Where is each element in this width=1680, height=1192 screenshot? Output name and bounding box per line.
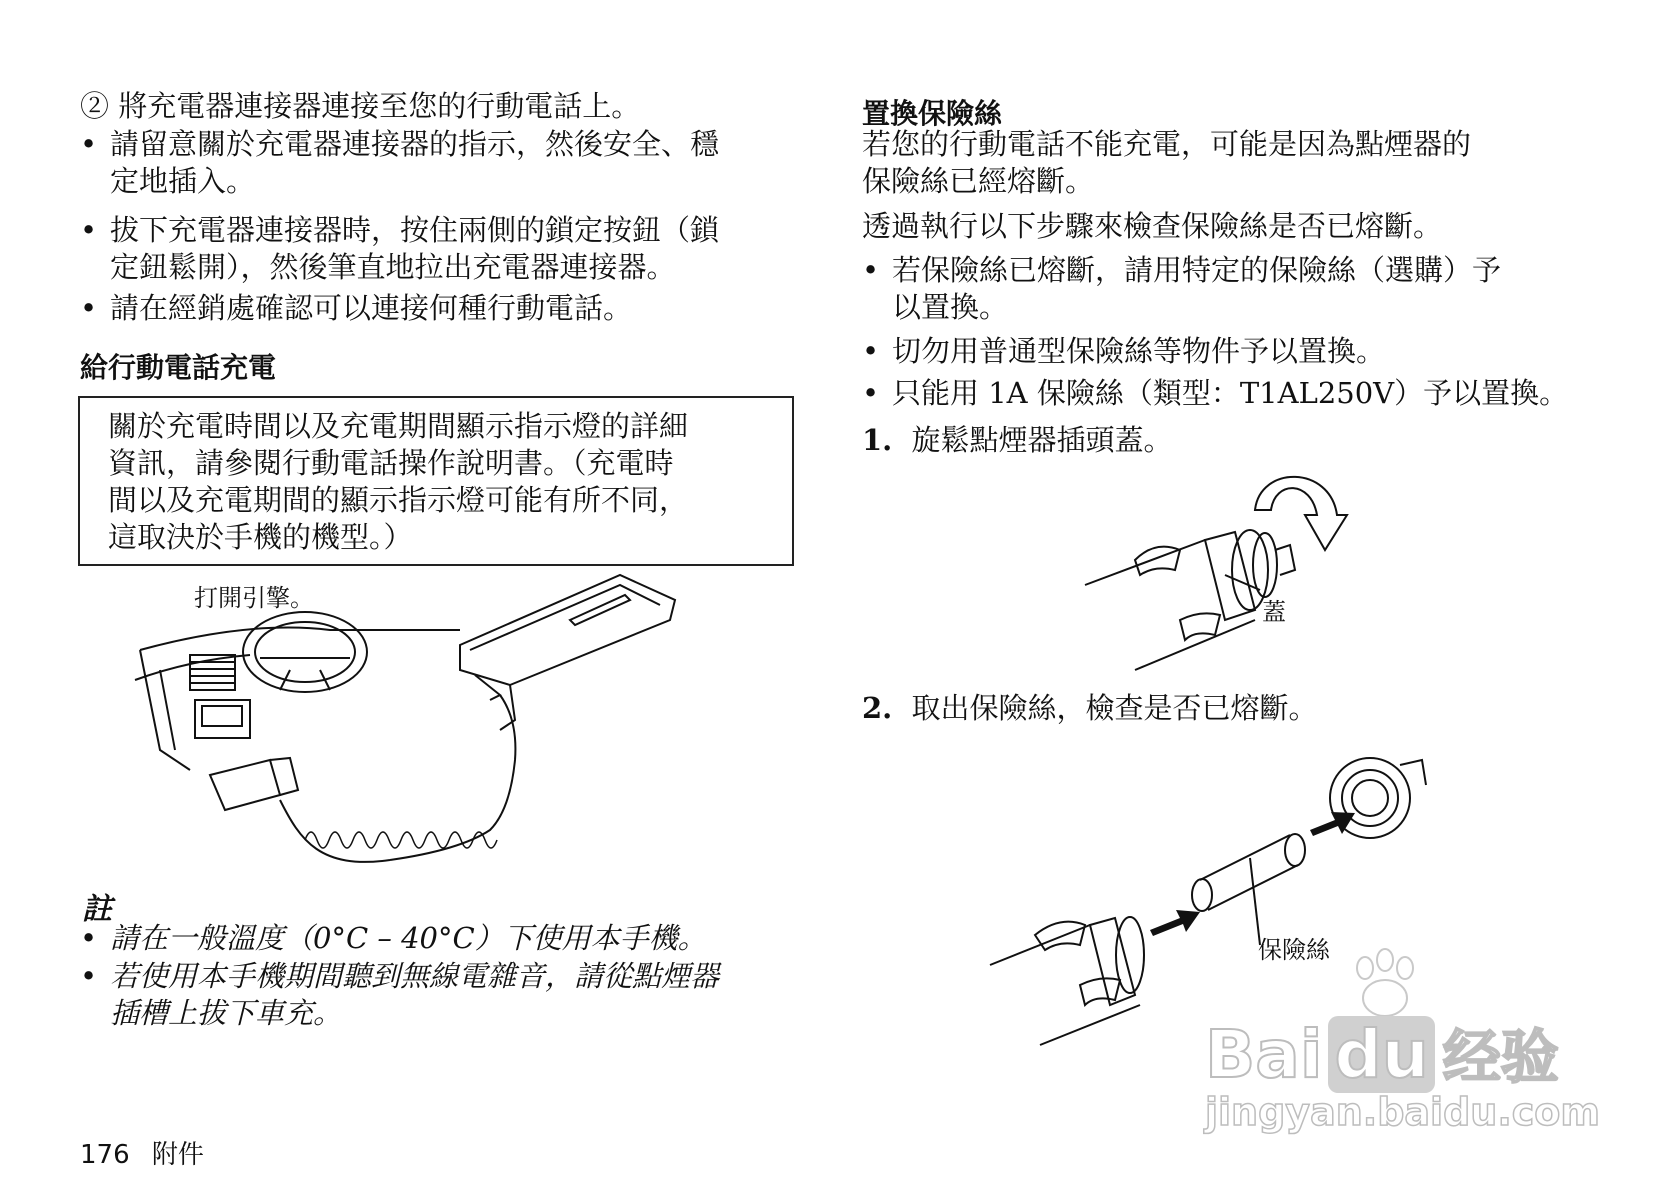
list-item-line: 只能用 1A 保險絲（類型：T1AL250V）予以置換。 <box>892 376 1569 410</box>
list-item-line: 切勿用普通型保險絲等物件予以置換。 <box>892 334 1386 368</box>
list-item <box>862 333 1602 370</box>
step-1 <box>862 422 1173 459</box>
info-box-line: 這取決於手機的機型。） <box>108 520 413 554</box>
engine-caption: 打開引擎。 <box>194 584 314 612</box>
list-item <box>80 920 800 957</box>
info-box <box>78 396 794 566</box>
note-title: 註 <box>82 892 112 927</box>
bullet-icon: • <box>862 334 880 368</box>
paragraph-line: 若您的行動電話不能充電，可能是因為點煙器的 <box>862 127 1472 161</box>
watermark-brand-text: Bai <box>1205 1016 1323 1093</box>
list-item <box>862 252 1602 326</box>
list-item-line: 定地插入。 <box>110 164 256 198</box>
list-item-line: 拔下充電器連接器時，按住兩側的鎖定按鈕（鎖 <box>110 213 720 247</box>
list-item-line: 請在經銷處確認可以連接何種行動電話。 <box>110 291 633 325</box>
list-item-line: 請在一般溫度（0°C – 40°C）下使用本手機。 <box>110 921 707 955</box>
watermark-brand-du: du <box>1328 1016 1434 1093</box>
step-2-instruction: ② 將充電器連接器連接至您的行動電話上。 <box>80 89 641 123</box>
bullet-icon: • <box>80 959 98 993</box>
list-item <box>80 126 800 200</box>
info-box-line: 資訊，請參閱行動電話操作說明書。（充電時 <box>108 446 674 480</box>
info-box-line: 間以及充電期間的顯示指示燈可能有所不同， <box>108 483 689 517</box>
list-item <box>80 958 800 1032</box>
bullet-icon: • <box>80 127 98 161</box>
bullet-icon: • <box>862 376 880 410</box>
paragraph-line: 保險絲已經熔斷。 <box>862 164 1095 198</box>
list-item-line: 以置換。 <box>892 290 1009 324</box>
bullet-icon: • <box>80 291 98 325</box>
cap-label: 蓋 <box>1262 598 1286 626</box>
watermark <box>1205 950 1605 1140</box>
paragraph-line: 透過執行以下步驟來檢查保險絲是否已熔斷。 <box>862 209 1443 243</box>
plug-cap-illustration <box>1085 470 1365 680</box>
step-number: 2. <box>862 691 893 725</box>
section-heading: 給行動電話充電 <box>80 351 277 384</box>
bullet-icon: • <box>80 213 98 247</box>
page-footer <box>80 1134 204 1171</box>
page-number: 176 <box>80 1140 130 1170</box>
watermark-brand-cn: 经验 <box>1442 1023 1559 1091</box>
step-number: 1. <box>862 423 893 457</box>
list-item-line: 定鈕鬆開），然後筆直地拉出充電器連接器。 <box>110 250 676 284</box>
fuse-label: 保險絲 <box>1258 936 1330 964</box>
step-2 <box>862 690 1318 727</box>
list-item-line: 若保險絲已熔斷，請用特定的保險絲（選購）予 <box>892 253 1502 287</box>
bullet-icon: • <box>80 921 98 955</box>
step-text: 旋鬆點煙器插頭蓋。 <box>911 423 1173 457</box>
list-item <box>80 212 800 286</box>
list-item-line: 插槽上拔下車充。 <box>110 996 343 1030</box>
list-item-line: 請留意關於充電器連接器的指示，然後安全、穩 <box>110 127 720 161</box>
page-section: 附件 <box>151 1140 204 1170</box>
car-charger-illustration <box>130 600 750 890</box>
list-item <box>862 375 1602 412</box>
list-item-line: 若使用本手機期間聽到無線電雜音，請從點煙器 <box>110 959 720 993</box>
list-item <box>80 290 800 327</box>
watermark-brand <box>1205 1010 1559 1094</box>
bullet-icon: • <box>862 253 880 287</box>
step-text: 取出保險絲，檢查是否已熔斷。 <box>911 691 1318 725</box>
fuse-heading: 置換保險絲 <box>862 97 1003 130</box>
info-box-line: 關於充電時間以及充電期間顯示指示燈的詳細 <box>108 409 689 443</box>
watermark-url: jingyan.baidu.com <box>1205 1090 1600 1134</box>
